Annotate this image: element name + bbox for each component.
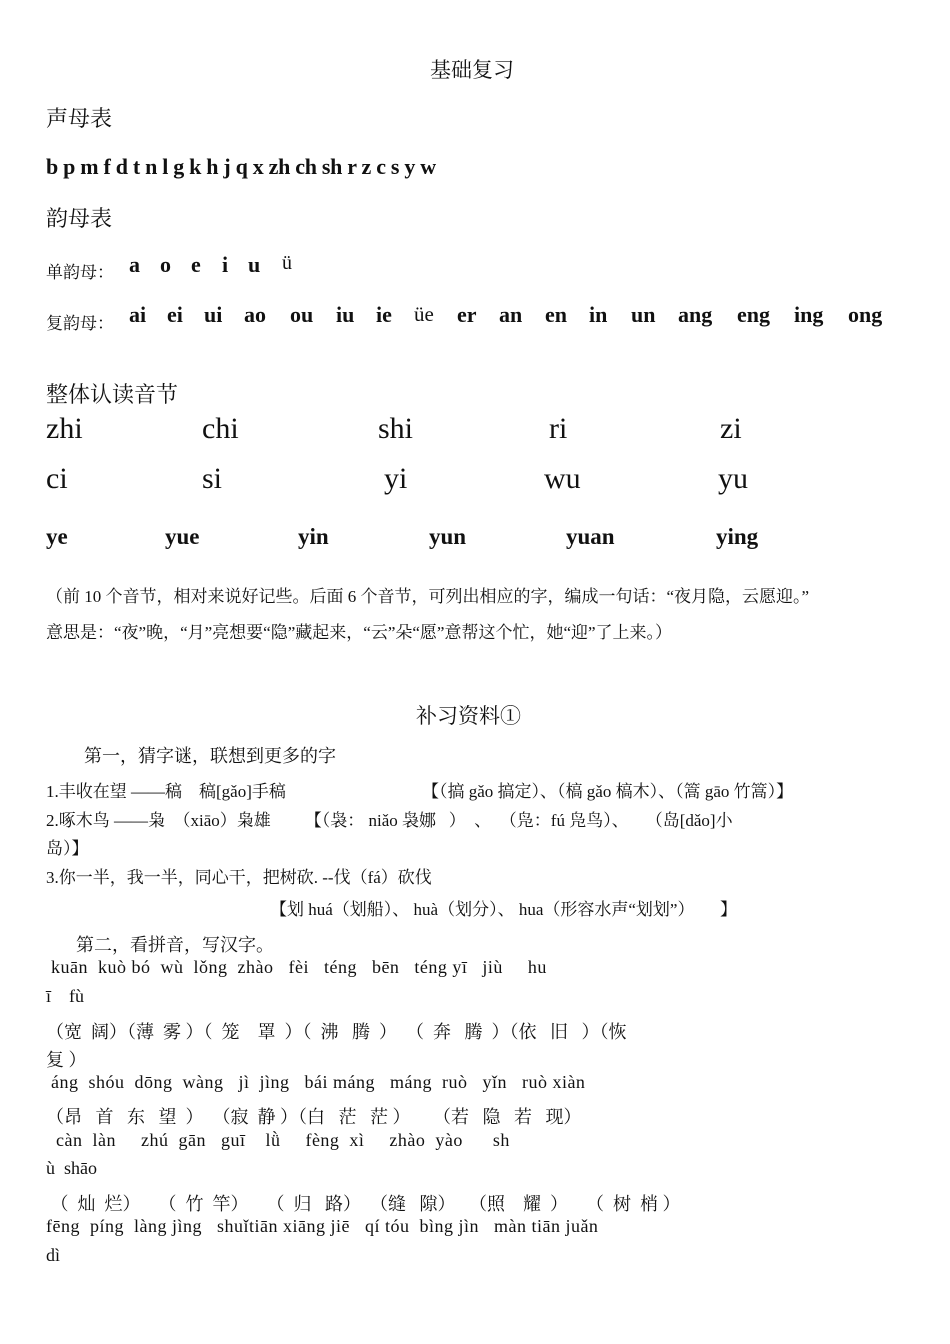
pinyin-line: áng shóu dōng wàng jì jìng bái máng máng ruò yǐn ruò xiàn xyxy=(46,1072,586,1092)
dan-yunmu-label: 单韵母： xyxy=(46,263,114,282)
zhengti-syllable: yu xyxy=(718,462,748,495)
pinyin-line-wrap: ù shāo xyxy=(46,1158,97,1178)
fu-yunmu-item: in xyxy=(589,302,608,327)
fu-yunmu-item: ou xyxy=(290,302,314,327)
hanzi-line: （昂 首 东 望 ） （寂 静 ）（白 茫 茫 ） （若 隐 若 现） xyxy=(46,1107,582,1127)
riddle-2-wrap: 岛）】 xyxy=(46,839,89,858)
zhengti-syllable: ying xyxy=(716,524,759,549)
dan-yunmu-item: e xyxy=(191,252,201,277)
fu-yunmu-item: en xyxy=(545,302,567,327)
shengmu-letters: b p m f d t n l g k h j q x zh ch sh r z c s y w xyxy=(46,154,436,179)
fu-yunmu-item: ong xyxy=(848,302,883,327)
zhengti-note-line: （前 10 个音节，相对来说好记些。后面 6 个音节，可列出相应的字，编成一句话：“夜月隐，云愿迎。” xyxy=(46,587,810,606)
zhengti-syllable: zi xyxy=(720,412,742,445)
zhengti-syllable: wu xyxy=(544,462,581,495)
fu-yunmu-item: an xyxy=(499,302,523,327)
fu-yunmu-item: ing xyxy=(794,302,824,327)
hanzi-line: （宽 阔）（薄 雾 ）（ 笼 罩 ）（ 沸 腾 ） （ 奔 腾 ）（依 旧 ）（恢 xyxy=(46,1022,627,1042)
fu-yunmu-item: un xyxy=(631,302,656,327)
zhengti-syllable: ci xyxy=(46,462,68,495)
zhengti-syllable: yin xyxy=(298,524,329,549)
zhengti-syllable: chi xyxy=(202,412,239,445)
zhengti-syllable: zhi xyxy=(46,412,83,445)
riddle-1: 1.丰收在望 ——稿 稿[gǎo]手稿 xyxy=(46,782,286,801)
dan-yunmu-item: i xyxy=(222,252,229,277)
dan-yunmu-item: a xyxy=(129,252,140,277)
fu-yunmu-item: ei xyxy=(167,302,183,327)
dan-yunmu-item: ü xyxy=(282,252,292,274)
part1-heading: 第一，猜字谜，联想到更多的字 xyxy=(84,746,336,766)
zhengti-syllable: ri xyxy=(549,412,568,445)
hanzi-line-wrap: 复 ） xyxy=(46,1050,87,1070)
fu-yunmu-item: iu xyxy=(336,302,355,327)
zhengti-syllable: yi xyxy=(384,462,408,495)
hanzi-line: （ 灿 烂） （ 竹 竿） （ 归 路） （缝 隙） （照 耀 ） （ 树 梢 ） xyxy=(46,1194,681,1214)
zhengti-note-line: 意思是：“夜”晚，“月”亮想要“隐”藏起来，“云”朵“愿”意帮这个忙，她“迎”了上来。） xyxy=(46,623,673,642)
fu-yunmu-item: ui xyxy=(204,302,223,327)
pinyin-line: kuān kuò bó wù lǒng zhào fèi téng bēn téng yī jiù hu xyxy=(46,957,547,977)
zhengti-syllable: yue xyxy=(165,524,200,549)
page-title: 基础复习 xyxy=(430,58,514,82)
zhengti-syllable: ye xyxy=(46,524,68,549)
shengmu-heading: 声母表 xyxy=(46,106,113,131)
zhengti-syllable: yuan xyxy=(566,524,615,549)
dan-yunmu-item: u xyxy=(248,252,261,277)
pinyin-line-wrap: dì xyxy=(46,1245,61,1265)
riddle-3: 3.你一半，我一半，同心干，把树砍. --伐（fá）砍伐 xyxy=(46,868,432,887)
fu-yunmu-item: üe xyxy=(414,302,434,326)
zhengti-syllable: yun xyxy=(429,524,467,549)
riddle-1-related: 【（搞 gǎo 搞定）、（槁 gǎo 槁木）、（篙 gāo 竹篙）】 xyxy=(422,782,794,801)
pinyin-line-wrap: ī fù xyxy=(46,986,84,1006)
fu-yunmu-item: ao xyxy=(244,302,266,327)
pinyin-line: fēng píng làng jìng shuǐtiān xiāng jiē qí tóu bìng jìn màn tiān juǎn xyxy=(46,1216,599,1236)
dan-yunmu-item: o xyxy=(160,252,171,277)
fu-yunmu-label: 复韵母： xyxy=(46,314,114,333)
fu-yunmu-item: ie xyxy=(376,302,392,327)
riddle-2: 2.啄木鸟 ——枭 （xiāo）枭雄 【（袅： niǎo 袅娜 ） 、 （凫：fú 凫鸟）、 （岛[dǎo]小 xyxy=(46,811,733,830)
fu-yunmu-item: ang xyxy=(678,302,713,327)
fu-yunmu-item: eng xyxy=(737,302,770,327)
riddle-3-related: 【划 huá（划船）、 huà（划分）、 hua（形容水声“划划”） 】 xyxy=(270,900,737,919)
zhengti-heading: 整体认读音节 xyxy=(46,382,179,407)
part2-heading: 第二，看拼音，写汉字。 xyxy=(76,935,274,955)
pinyin-line: càn làn zhú gān guī lǜ fèng xì zhào yào sh xyxy=(46,1130,510,1150)
zhengti-syllable: si xyxy=(202,462,223,495)
yunmu-heading: 韵母表 xyxy=(46,206,113,231)
fu-yunmu-item: er xyxy=(457,302,477,327)
zhengti-syllable: shi xyxy=(378,412,414,445)
section-title: 补习资料① xyxy=(416,704,521,728)
fu-yunmu-item: ai xyxy=(129,302,147,327)
